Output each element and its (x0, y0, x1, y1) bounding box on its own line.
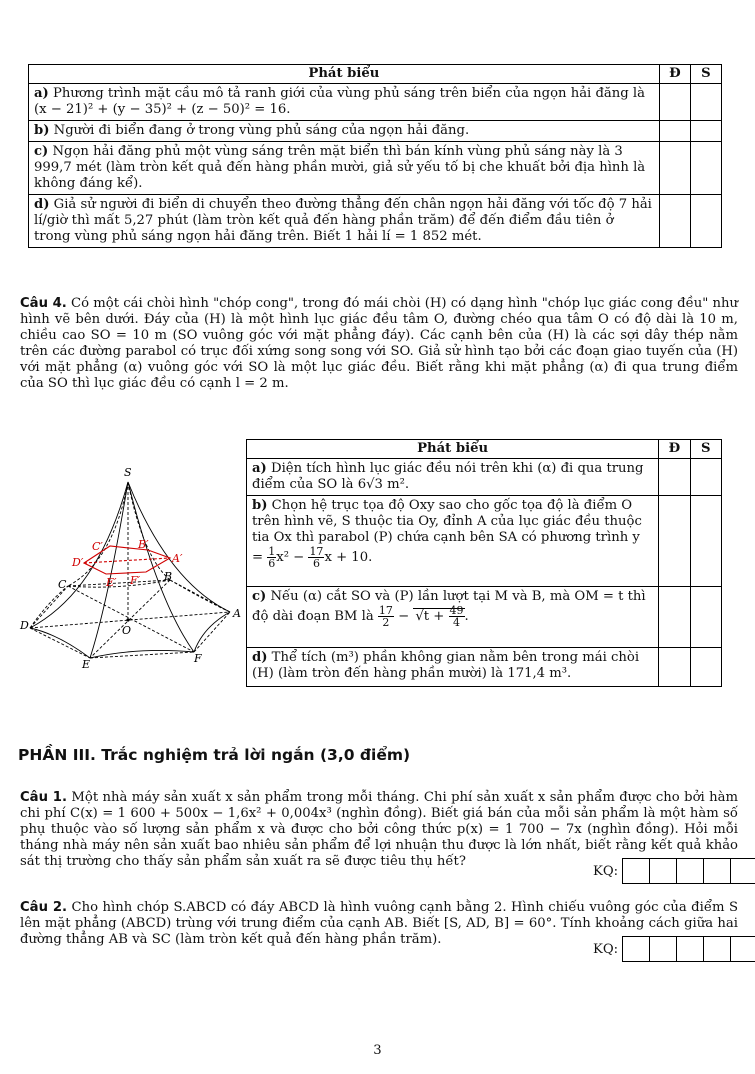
denominator: 6 (268, 557, 276, 570)
row-label: b) (252, 498, 268, 513)
answer-cell[interactable] (703, 936, 730, 962)
row-label: c) (252, 589, 267, 604)
answer-cell[interactable] (676, 936, 703, 962)
row-label: a) (252, 461, 267, 476)
false-cell[interactable] (690, 587, 721, 648)
table-row (247, 496, 722, 587)
label-E-prime: E′ (106, 576, 117, 589)
question-text: Cho hình chóp S.ABCD có đáy ABCD là hình vuông cạnh bằng 2. Hình chiếu vuông góc của điểm S lên mặt phẳng (ABCD) trùng với trung điểm của cạnh AB. Biết [S, AD, B] = 60°. Tính khoảng cách giữa hai đường thẳng AB và SC (làm tròn kết quả đến hàng phần trăm). (20, 900, 738, 947)
table-row (29, 195, 722, 248)
table2-header-true: Đ (659, 440, 690, 459)
answer-cell[interactable] (649, 936, 676, 962)
question-text: Một nhà máy sản xuất x sản phẩm trong mỗi tháng. Chi phí sản xuất x sản phẩm được cho bởi hàm chi phí C(x) = 1 600 + 500x − 1,6x² + 0,004x³ (nghìn đồng). Biết giá bán của mỗi sản phẩm là một hàm số phụ thuộc vào số lượng sản phẩm x và được cho bởi công thức p(x) = 1 700 − 7x (nghìn đồng). Hỏi mỗi tháng nhà máy nên sản xuất bao nhiêu sản phẩm để lợi nhuận thu được là lớn nhất, biết rằng kết quả khảo sát thị trường cho thấy sản phẩm sản xuất ra sẽ được tiêu thụ hết? (20, 790, 738, 869)
label-F: F (194, 652, 202, 665)
statement-table-2 (246, 439, 722, 687)
true-cell[interactable] (659, 195, 690, 248)
false-cell[interactable] (690, 459, 721, 496)
label-A: A (233, 607, 241, 620)
row-text: Phương trình mặt cầu mô tả ranh giới của vùng phủ sáng trên biển của ngọn hải đăng là (x − 21)² + (y − 35)² + (z − 50)² = 16. (34, 86, 645, 117)
row-label: b) (34, 123, 50, 138)
fraction (308, 546, 324, 569)
numerator: 1 (268, 545, 276, 558)
answer-box-2 (593, 936, 755, 962)
numerator: 49 (449, 604, 464, 617)
answer-cell[interactable] (730, 858, 755, 884)
row-text: Ngọn hải đăng phủ một vùng sáng trên mặt biển thì bán kính vùng phủ sáng này là 3 999,7 mét (làm tròn kết quả đến hàng phần mười, giả sử yếu tố bị che khuất bởi địa hình là không đáng kể). (34, 144, 646, 191)
eq-part: y = (252, 530, 640, 565)
statement-table-1 (28, 64, 722, 248)
question-4 (20, 296, 738, 392)
true-cell[interactable] (659, 84, 690, 121)
row-label: c) (34, 144, 49, 159)
eq-part: t + (423, 609, 445, 624)
eq-part: . (464, 609, 469, 624)
label-C: C (58, 578, 67, 591)
row-label: a) (34, 86, 49, 101)
sqrt-expression: √t + $\frac{49}{4}$ (415, 604, 464, 629)
answer-label: KQ: (593, 941, 619, 957)
true-cell[interactable] (659, 587, 690, 648)
true-cell[interactable] (659, 121, 690, 142)
table-row (247, 587, 722, 648)
answer-box-1 (593, 858, 755, 884)
false-cell[interactable] (690, 648, 721, 687)
numerator: 17 (378, 604, 393, 617)
row-text: Giả sử người đi biển di chuyển theo đường thẳng đến chân ngọn hải đăng với tốc độ 7 hải lí/giờ thì mất 5,27 phút (làm tròn kết quả đến hàng phần trăm) để đến điểm đầu tiên ở trong vùng phủ sáng ngọn hải đăng trên. Biết 1 hải lí = 1 852 mét. (34, 197, 652, 244)
label-E: E (82, 658, 91, 671)
eq-part: x² − (276, 550, 305, 565)
answer-cell[interactable] (730, 936, 755, 962)
answer-cell[interactable] (649, 858, 676, 884)
pyramid-figure (18, 462, 243, 674)
question-label: Câu 1. (20, 790, 67, 805)
false-cell[interactable] (690, 121, 721, 142)
section-heading: PHẦN III. Trắc nghiệm trả lời ngắn (3,0 điểm) (18, 746, 411, 764)
answer-cell[interactable] (703, 858, 730, 884)
label-C-prime: C′ (92, 540, 103, 553)
table1-header-true: Đ (659, 65, 690, 84)
eq-part: x + 10. (324, 550, 373, 565)
table-row (29, 84, 722, 121)
label-B-prime: B′ (138, 538, 149, 551)
label-A-prime: A′ (172, 552, 183, 565)
table-row (29, 142, 722, 195)
false-cell[interactable] (690, 142, 721, 195)
eq-part: − (398, 609, 410, 624)
denominator: 2 (382, 616, 390, 629)
table-row (247, 648, 722, 687)
answer-label: KQ: (593, 863, 619, 879)
denominator: 4 (453, 616, 461, 629)
denominator: 6 (312, 557, 320, 570)
table2-header-statement: Phát biểu (247, 440, 659, 459)
question-label: Câu 4. (20, 296, 67, 311)
true-cell[interactable] (659, 142, 690, 195)
row-text: Nếu (α) cắt SO và (P) lần lượt tại M và B, mà OM = t thì độ dài đoạn BM là (252, 589, 646, 624)
fraction (449, 605, 465, 628)
answer-cell[interactable] (622, 858, 649, 884)
false-cell[interactable] (690, 84, 721, 121)
label-D: D (20, 619, 29, 632)
numerator: 17 (309, 545, 324, 558)
page-number: 3 (373, 1043, 382, 1058)
true-cell[interactable] (659, 496, 690, 587)
label-F-prime: F′ (130, 574, 141, 587)
fraction (267, 546, 276, 569)
table-row (29, 121, 722, 142)
row-text: Thể tích (m³) phần không gian nằm bên trong mái chòi (H) (làm tròn đến hàng phần mười) là 171,4 m³. (252, 650, 640, 681)
answer-cell[interactable] (676, 858, 703, 884)
fraction (378, 605, 394, 628)
table2-header-false: S (690, 440, 721, 459)
row-label: d) (252, 650, 268, 665)
false-cell[interactable] (690, 496, 721, 587)
row-text: Diện tích hình lục giác đều nói trên khi (α) đi qua trung điểm của SO là 6√3 m². (252, 461, 644, 492)
question-text: Có một cái chòi hình "chóp cong", trong đó mái chòi (H) có dạng hình "chóp lục giác cong đều" như hình vẽ bên dưới. Đáy của (H) là một hình lục giác đều tâm O, đường chéo qua tâm O có độ dài là 10 m, chiều cao SO = 10 m (SO vuông góc với mặt phẳng đáy). Các cạnh bên của (H) là các sợi dây thép nằm trên các đường parabol có trục đối xứng song song với SO. Giả sử hình tạo bởi các đoạn giao tuyến của (H) với mặt phẳng (α) vuông góc với SO là một lục giác đều. Biết rằng khi mặt phẳng (α) đi qua trung điểm của SO thì lục giác đều có cạnh l = 2 m. (20, 296, 739, 391)
true-cell[interactable] (659, 648, 690, 687)
table1-header-statement: Phát biểu (29, 65, 660, 84)
label-B: B (164, 570, 173, 583)
label-O: O (122, 624, 132, 637)
label-S: S (124, 466, 132, 479)
row-label: d) (34, 197, 50, 212)
true-cell[interactable] (659, 459, 690, 496)
label-D-prime: D′ (72, 556, 84, 569)
table-row (247, 459, 722, 496)
row-text: Chọn hệ trục tọa độ Oxy sao cho gốc tọa độ là điểm O trên hình vẽ, S thuộc tia Oy, đỉnh A của lục giác đều thuộc tia Ox thì parabol (P) chứa cạnh bên SA có phương trình (252, 498, 642, 545)
row-text: Người đi biển đang ở trong vùng phủ sáng của ngọn hải đăng. (53, 123, 470, 138)
question-label: Câu 2. (20, 900, 68, 915)
answer-cell[interactable] (622, 936, 649, 962)
false-cell[interactable] (690, 195, 721, 248)
table1-header-false: S (690, 65, 721, 84)
